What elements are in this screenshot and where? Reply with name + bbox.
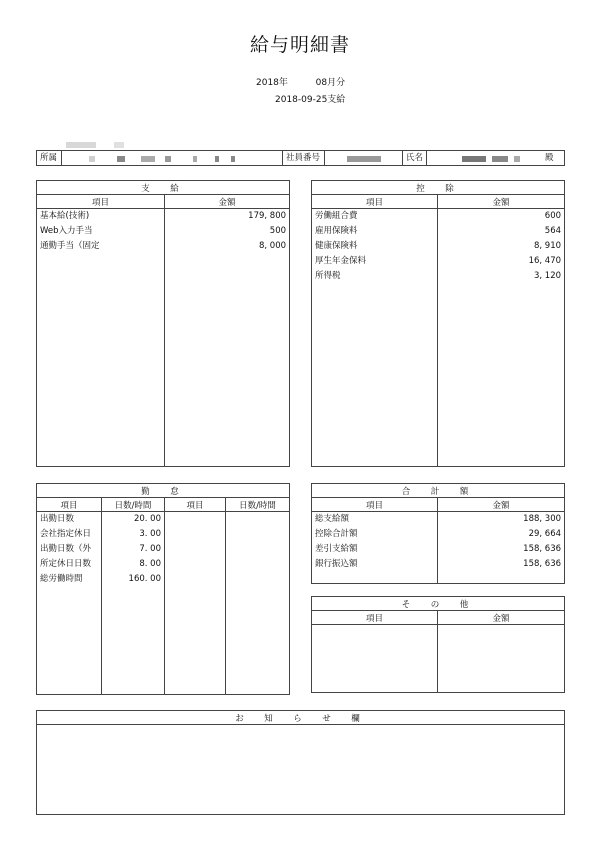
totals-amounts <box>438 512 565 584</box>
pay-period <box>256 75 345 88</box>
deductions-items <box>312 209 438 467</box>
notice-caption: お 知 ら せ 欄 <box>37 711 565 725</box>
other-col-item: 項目 <box>312 611 438 625</box>
list-item: 3. 00 <box>139 529 161 539</box>
deductions-amounts <box>438 209 565 467</box>
list-item: 564 <box>544 226 562 236</box>
deductions-caption: 控 除 <box>312 181 565 195</box>
list-item: 160. 00 <box>128 574 161 584</box>
list-item: 差引支給額 <box>315 544 358 554</box>
list-item: 20. 00 <box>133 514 161 524</box>
other-col-amount: 金額 <box>438 611 565 625</box>
list-item: 出勤日数 <box>40 514 75 524</box>
attendance-values <box>102 512 165 695</box>
redacted-company-2 <box>114 142 124 148</box>
attendance-table <box>36 483 290 695</box>
list-item: Web入力手当 <box>40 226 93 236</box>
payments-items <box>37 209 165 467</box>
department-value <box>65 151 295 165</box>
list-item: 8, 000 <box>258 241 287 251</box>
other-caption: そ の 他 <box>312 597 565 611</box>
list-item: 158, 636 <box>523 544 562 554</box>
pay-date: 2018-09-25支給 <box>275 95 346 105</box>
list-item: 出勤日数（外 <box>40 544 92 554</box>
list-item: 健康保険料 <box>315 241 358 251</box>
other-items <box>312 625 438 693</box>
totals-col-item: 項目 <box>312 498 438 512</box>
employee-no-label: 社員番号 <box>286 153 321 163</box>
deductions-table <box>311 180 565 467</box>
employee-info-bar <box>36 150 565 166</box>
payments-amounts <box>165 209 290 467</box>
list-item: 8. 00 <box>139 559 161 569</box>
payments-col-item: 項目 <box>37 195 165 209</box>
attendance-col-days: 日数/時間 <box>102 498 165 512</box>
list-item: 労働組合費 <box>315 211 358 221</box>
list-item: 銀行振込額 <box>315 559 358 569</box>
list-item: 500 <box>269 226 287 236</box>
list-item: 8, 910 <box>533 241 562 251</box>
list-item: 29, 664 <box>528 529 562 539</box>
payments-table <box>36 180 290 467</box>
redacted-company <box>66 142 96 148</box>
list-item: 基本給(技術) <box>40 211 90 221</box>
deductions-col-item: 項目 <box>312 195 438 209</box>
list-item: 16, 470 <box>528 256 562 266</box>
pay-month: 08月分 <box>315 78 346 88</box>
list-item: 総支給額 <box>315 514 350 524</box>
notice-body <box>37 725 565 815</box>
list-item: 雇用保険料 <box>315 226 358 236</box>
list-item: 179, 800 <box>248 211 287 221</box>
list-item: 3, 120 <box>533 271 562 281</box>
list-item: 158, 636 <box>523 559 562 569</box>
deductions-col-amount: 金額 <box>438 195 565 209</box>
list-item: 7. 00 <box>139 544 161 554</box>
list-item: 所定休日日数 <box>40 559 92 569</box>
list-item: 厚生年金保料 <box>315 256 367 266</box>
other-amounts <box>438 625 565 693</box>
list-item: 控除合計額 <box>315 529 358 539</box>
list-item: 総労働時間 <box>40 574 83 584</box>
list-item: 通勤手当（固定 <box>40 241 100 251</box>
list-item: 会社指定休日 <box>40 529 92 539</box>
payments-col-amount: 金額 <box>165 195 290 209</box>
totals-caption: 合 計 額 <box>312 484 565 498</box>
attendance-col-days-2: 日数/時間 <box>226 498 290 512</box>
department-label: 所属 <box>40 153 58 163</box>
totals-items <box>312 512 438 584</box>
honorific: 殿 <box>545 153 554 163</box>
list-item: 所得税 <box>315 271 341 281</box>
totals-col-amount: 金額 <box>438 498 565 512</box>
document-title: 給与明細書 <box>249 34 350 56</box>
attendance-items-2 <box>165 512 226 695</box>
payments-caption: 支 給 <box>37 181 290 195</box>
attendance-col-item-2: 項目 <box>165 498 226 512</box>
list-item: 600 <box>544 211 562 221</box>
attendance-caption: 勤 怠 <box>37 484 290 498</box>
attendance-items <box>37 512 102 695</box>
attendance-col-item: 項目 <box>37 498 102 512</box>
other-table <box>311 596 565 693</box>
attendance-values-2 <box>226 512 290 695</box>
totals-table <box>311 483 565 584</box>
pay-year: 2018年 <box>256 78 288 88</box>
name-label: 氏名 <box>406 153 424 163</box>
list-item: 188, 300 <box>523 514 562 524</box>
notice-table <box>36 710 565 815</box>
